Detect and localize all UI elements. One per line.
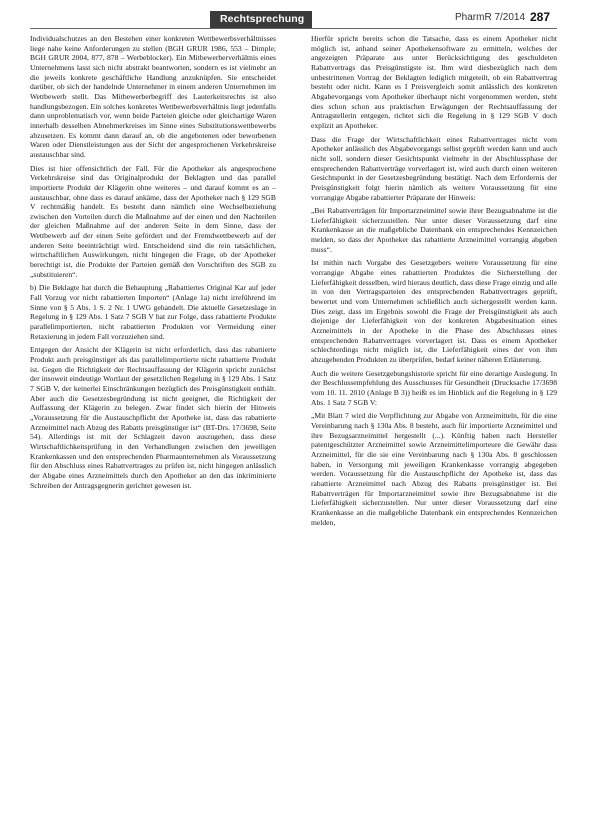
paragraph: Individualschutzes an den Bestehen einer konkreten Wettbewerbsverhältnisses liege nahe keine Anforderungen zu stellen (BGH GRUR 1986, 553 – Dimple; BGH GRUR 2004, 877, 878 – Werbeblocker). Ein Mitbewerberverhältnis eines Unternehmens lasst sich nicht abstrakt beantworten, sondern es ist vielmehr an die jeweils konkrete geschäftliche Handlung anzuknüpfen. Sie entscheidet darüber, ob sich der handelnde Unternehmer in einem anderen Unternehmen im Wettbewerb stellt. Das Mitbewerberbegriff des Lauterkeitsrechts ist also handlungsbezogen. Ein solches konkretes Wettbewerbsverhältnis liegt jedenfalls dann unproblematisch vor, wenn beide Parteien gleiche oder gleichartige Waren innerhalb desselben Abnehmerkreises im Sinne eines Substitutionswettbewerbs abzusetzen. Es kommt dann darauf an, ob die angebotenen oder beworbenen Waren oder Dienstleistungen aus der Sicht der angesprochenen Verkehrskreise austauschbar sind. xyxy=(30,34,276,159)
paragraph: Auch die weitere Gesetzgebungshistorie spricht für eine derartige Auslegung. In der Beschlussempfehlung des Ausschusses für Gesundheit (Drucksache 17/3698 vom 10. 11. 2010 (Anlage B 3)) heißt es im Hinblick auf die Regelung in § 129 Abs. 1 Satz 7 SGB V: xyxy=(311,368,557,407)
quotation: „Mit Blatt 7 wird die Verpflichtung zur Abgabe von Arzneimitteln, für die eine Vereinbarung nach § 130a Abs. 8 besteht, auch für importierte Arzneimittel und ihre Bezugsarzneimittel hergestellt (...). Künftig haben nach Hersteller patentgeschützter Arzneimittel sowie Arzneimittelimporteure die Gewähr dass Arzneimittel, für die sie eine Vereinbarung nach § 130a Abs. 8 geschlossen haben, in Versorgung mit jeweiligen Krankenkasse vorrangig abgegeben werden. Voraussetzung für die Austauschpflicht der Apotheke ist, dass das rabattierte Arzneimittel nach Abzug des Rabatts preisgünstiger ist. Bei Rabattverträgen für Importarzneimittel sowie ihre Bezugsabnahme ist die Lieferfähigkeit sicherzustellen. Nur unter dieser Voraussetzung darf eine Krankenkasse an die maßgebliche Datenbank ein entsprechendes Kennzeichen melden, xyxy=(311,411,557,527)
paragraph: Ist mithin nach Vorgabe des Gesetzgebers weitere Voraussetzung für eine vorrangige Abgabe eines rabattierten Produktes die Sicherstellung der Lieferfähigkeit desselben, wird hieraus deutlich, dass diese Frage einzig und alle in von den Vertragsparteien des entsprechenden Rabattvertrages geprüft, bewertet und vom Unternehmen schließlich auch sichergestellt werden kann. Dies zeigt, dass im Ergebnis sowohl die Frage der Preisgünstigkeit als auch diejenige der Lieferfähigkeit von der konkreten Abgabesituation eines Arzneimittels in der Apotheke in die Phase des Abschlusses eines entsprechenden Rabattvertrages vorverlagert ist. Dass es einem Apotheker schlechterdings nicht möglich ist, die Lieferfähigkeit eines der von ihm abzugebenden Produkten zu überprüfen, bedarf keiner näheren Erläuterung. xyxy=(311,258,557,364)
journal-issue: PharmR 7/2014 xyxy=(455,12,526,23)
paragraph: Dies ist hier offensichtlich der Fall. Für die Apotheker als angesprochene Verkehrskreise sind das Originalprodukt der Beklagten und das parallel importierte Produkt der Klägerin ohne weiteres – und darauf kommt es an – austauschbar, ohne dass es darauf ankäme, dass der Apotheker nach § 129 SGB V rechtmäßig handelt. Es besteht dann nämlich eine Wechselbeziehung zwischen den Vorteilen durch die Maßnahme auf der einen und den Nachteilen der gleichen Maßnahme auf der anderen Seite in dem Sinne, dass der Wettbewerb auf der einen Seite gefördert und der Fremdwettbewerb auf der anderen Seite beeinträchtigt wird. Entscheidend sind die rein tatsächlichen, wirtschaftlichen Auswirkungen, nicht hingegen die Frage, ob der Apotheker berechtigt ist, die Produkte der Parteien gemäß den Vorschriften des SGB zu „substituieren“. xyxy=(30,163,276,279)
right-column xyxy=(311,34,557,531)
left-column xyxy=(30,34,276,494)
page-number: 287 xyxy=(530,10,551,24)
page-header xyxy=(0,0,589,36)
paragraph: Entgegen der Ansicht der Klägerin ist nicht erforderlich, dass das rabattierte Produkt auch preisgünstiger als das parallelimportierte nicht rabattierte Produkt ist. Gegen die Richtigkeit der Rechtsauffassung der Klägerin spricht zunächst der insoweit eindeutige Wortlaut der gesetzlichen Regelung in § 129 Abs. 1 Satz 7 SGB V, der keinerlei Einschränkungen bezüglich des Preisgünstigkeit enthält. Aber auch die Gesetzesbegründung ist nicht geeignet, die Richtigkeit der Auffassung der Klägerin zu belegen. Zwar findet sich hierin der Hinweis „Voraussetzung für die Austauschpflicht der Apotheke ist, dass das rabattierte Arzneimittel nach Abzug des Rabatts preisgünstiger ist“ (BT-Drs. 17/3698, Seite 54). Allerdings ist mit der Schlagzeit davon auszugehen, dass diese Wirtschaftlichkeitsprüfung in den Verhandlungen zwischen den jeweiligen Krankenkassen und den entsprechenden Pharmaunternehmen als Voraussetzung für den Abschluss eines Rabattvertrages zu prüfen ist, nicht hingegen anlässlich der Abgabe eines Arzneimittels durch den Apotheker an den das inkriminierte Schreiben der Antragsgegnerin gerichtet gewesen ist. xyxy=(30,345,276,490)
paragraph: Dass die Frage der Wirtschaftlichkeit eines Rabattvertrages nicht vom Apotheker anlässlich des Abgabevorgangs selbst geprüft werden kann und auch nicht soll, sondern dieser Gesichtspunkt vielmehr in der Abschlussphase der entsprechenden Rabattverträge vorverlagert ist, wird auch durch einen weiteren Gesichtspunkt in der Gesetzesbegründung bestätigt. Nach dem Erfordernis der Preisgünstigkeit folgt hierin nämlich als weitere Voraussetzung für eine vorrangige Abgabe rabattierter Präparate der Hinweis: xyxy=(311,134,557,202)
section-label: Rechtsprechung xyxy=(210,11,312,28)
paragraph: b) Die Beklagte hat durch die Behauptung „Rabattiertes Original Kar auf jeder Fall Vorzug vor nicht rabattierten Importen“ (Anlage 1a) nicht irreführend im Sinne von § 5 Abs. 1 S. 2 Nr. 1 UWG gehandelt. Die aktuelle Gesetzeslage in Regelung in § 129 Abs. 1 Satz 7 SGB V hat zur Folge, dass rabattierte Produkte parallelimportierten, nicht rabattierten Produkten vor Vermeidung einer Retaxierung in jedem Fall vorzuziehen sind. xyxy=(30,283,276,341)
quotation: „Bei Rabattverträgen für Importarzneimittel sowie ihrer Bezugsabnahme ist die Lieferfähigkeit sicherzustellen. Nur unter dieser Voraussetzung darf eine Krankenkasse an die maßgebliche Datenbank ein entsprechendes Kennzeichen melden, so dass der Apotheker das rabattierte Arzneimittel vorrangig abgeben muss“. xyxy=(311,206,557,254)
paragraph: Hierfür spricht bereits schon die Tatsache, dass es einem Apotheker nicht möglich ist, anhand seiner Apothekensoftware zu ermitteln, welches der angezeigten Präparate aus unter Berücksichtigung des geschuldeten Rabattvertrags das Preisgünstigste ist. Ihm wird diesbezüglich nach dem unbestrittenen Vortrag der Beklagten lediglich mitgeteilt, ob ein Rabattvertrag besteht oder nicht. Kann es I Preisvergleich somit anlässlich des konkreten Abgabevorgangs vom Apotheker überhaupt nicht vorgenommen werden, steht dies schon schon aus praktischen Erwägungen der Rechtsauffassung der Antragstellerin entgegen, richtet sich die Regelung in § 129 SGB V doch explizit an Apotheker. xyxy=(311,34,557,130)
header-rule xyxy=(30,28,557,29)
